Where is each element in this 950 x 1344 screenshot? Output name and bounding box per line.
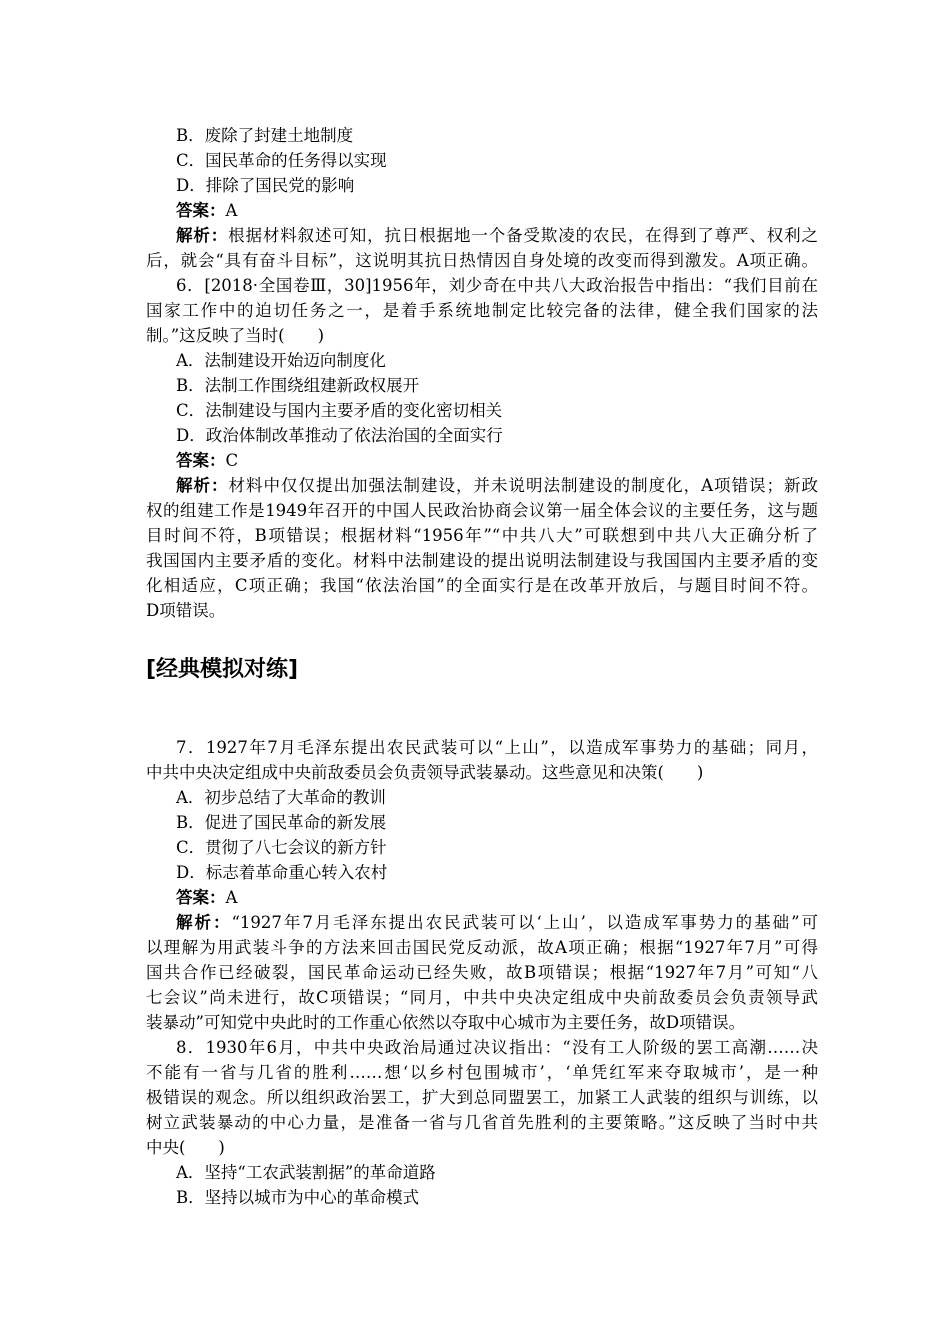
q5-analysis-line bbox=[176, 223, 818, 248]
answer-value: A bbox=[225, 201, 238, 220]
q6-option-a: A．法制建设开始迈向制度化 bbox=[176, 351, 386, 370]
q8-option-a: A．坚持“工农武装割据”的革命道路 bbox=[176, 1163, 436, 1182]
q7-analysis-line bbox=[176, 910, 818, 935]
q6-option-d: D．政治体制改革推动了依法治国的全面实行 bbox=[176, 426, 503, 445]
q8-stem-line: 树立武装暴动的中心力量，是准备一省与几省首先胜利的主要策略。”这反映了当时中共 bbox=[146, 1113, 818, 1132]
q7-analysis-line: 国共合作已经破裂，国民革命运动已经失败，故B项错误；根据“1927年7月”可知“八 bbox=[146, 963, 818, 982]
q8-stem-line: 极错误的观念。所以组织政治罢工，扩大到总同盟罢工，加紧工人武装的组织与训练，以 bbox=[146, 1088, 818, 1107]
analysis-text: 材料中仅仅提出加强法制建设，并未说明法制建设的制度化，A项错误；新政 bbox=[228, 476, 819, 495]
answer-label: 答案： bbox=[176, 201, 226, 220]
analysis-text: “1927年7月毛泽东提出农民武装可以‘上山’，以造成军事势力的基础”可 bbox=[231, 913, 819, 932]
q5-option-d: D．排除了国民党的影响 bbox=[176, 176, 355, 195]
q7-option-d: D．标志着革命重心转入农村 bbox=[176, 863, 388, 882]
q7-answer bbox=[176, 885, 818, 910]
q7-option-a: A．初步总结了大革命的教训 bbox=[176, 788, 386, 807]
q8-stem-line: 不能有一省与几省的胜利……想‘以乡村包围城市’，‘单凭红军来夺取城市’，是一种 bbox=[146, 1063, 818, 1082]
q7-stem-line: 7．1927年7月毛泽东提出农民武装可以“上山”，以造成军事势力的基础；同月， bbox=[176, 738, 818, 757]
analysis-label: 解析： bbox=[176, 913, 232, 932]
answer-value: C bbox=[225, 451, 239, 470]
q6-analysis-line: D项错误。 bbox=[146, 601, 226, 620]
q7-analysis-line: 装暴动”可知党中央此时的工作重心依然以夺取中心城市为主要任务，故D项错误。 bbox=[146, 1013, 746, 1032]
q7-analysis-line: 七会议”尚未进行，故C项错误；“同月，中共中央决定组成中央前敌委员会负责领导武 bbox=[146, 988, 818, 1007]
q6-analysis-line: 目时间不符，B项错误；根据材料“1956年”“中共八大”可联想到中共八大正确分析了 bbox=[146, 526, 818, 545]
q6-option-b: B．法制工作围绕组建新政权展开 bbox=[176, 376, 420, 395]
q6-option-c: C．法制建设与国内主要矛盾的变化密切相关 bbox=[176, 401, 503, 420]
q6-analysis-line bbox=[176, 473, 818, 498]
q7-option-c: C．贯彻了八七会议的新方针 bbox=[176, 838, 387, 857]
section-title: [经典模拟对练] bbox=[146, 657, 299, 682]
q6-analysis-line: 我国国内主要矛盾的变化。材料中法制建设的提出说明法制建设与我国国内主要矛盾的变 bbox=[146, 551, 818, 570]
q8-stem-line: 8．1930年6月，中共中央政治局通过决议指出：“没有工人阶级的罢工高潮……决 bbox=[176, 1038, 818, 1057]
analysis-label: 解析： bbox=[176, 226, 229, 245]
q5-analysis-line: 后，就会“具有奋斗目标”，这说明其抗日热情因自身处境的改变而得到激发。A项正确。 bbox=[146, 251, 818, 270]
q8-stem-line: 中央( ) bbox=[146, 1138, 225, 1157]
q6-stem-line: 国家工作中的迫切任务之一，是着手系统地制定比较完备的法律，健全我们国家的法 bbox=[146, 301, 818, 320]
q7-stem-line: 中共中央决定组成中央前敌委员会负责领导武装暴动。这些意见和决策( ) bbox=[146, 763, 704, 782]
q6-answer bbox=[176, 448, 818, 473]
analysis-text: 根据材料叙述可知，抗日根据地一个备受欺凌的农民，在得到了尊严、权利之 bbox=[228, 226, 818, 245]
q7-analysis-line: 以理解为用武装斗争的方法来回击国民党反动派，故A项正确；根据“1927年7月”可得 bbox=[146, 938, 818, 957]
analysis-label: 解析： bbox=[176, 476, 229, 495]
answer-label: 答案： bbox=[176, 888, 226, 907]
q7-option-b: B．促进了国民革命的新发展 bbox=[176, 813, 387, 832]
q6-stem-line: 制。”这反映了当时( ) bbox=[146, 326, 325, 345]
q8-option-b: B．坚持以城市为中心的革命模式 bbox=[176, 1188, 420, 1207]
answer-label: 答案： bbox=[176, 451, 226, 470]
q6-analysis-line: 权的组建工作是1949年召开的中国人民政治协商会议第一届全体会议的主要任务，这与题 bbox=[146, 501, 818, 520]
q5-answer bbox=[176, 198, 818, 223]
q6-analysis-line: 化相适应，C项正确；我国“依法治国”的全面实行是在改革开放后，与题目时间不符。 bbox=[146, 576, 818, 595]
q5-option-b: B．废除了封建土地制度 bbox=[176, 126, 354, 145]
answer-value: A bbox=[225, 888, 238, 907]
q5-option-c: C．国民革命的任务得以实现 bbox=[176, 151, 387, 170]
q6-stem-line: 6．[2018·全国卷Ⅲ，30]1956年，刘少奇在中共八大政治报告中指出：“我们目前在 bbox=[176, 276, 818, 295]
